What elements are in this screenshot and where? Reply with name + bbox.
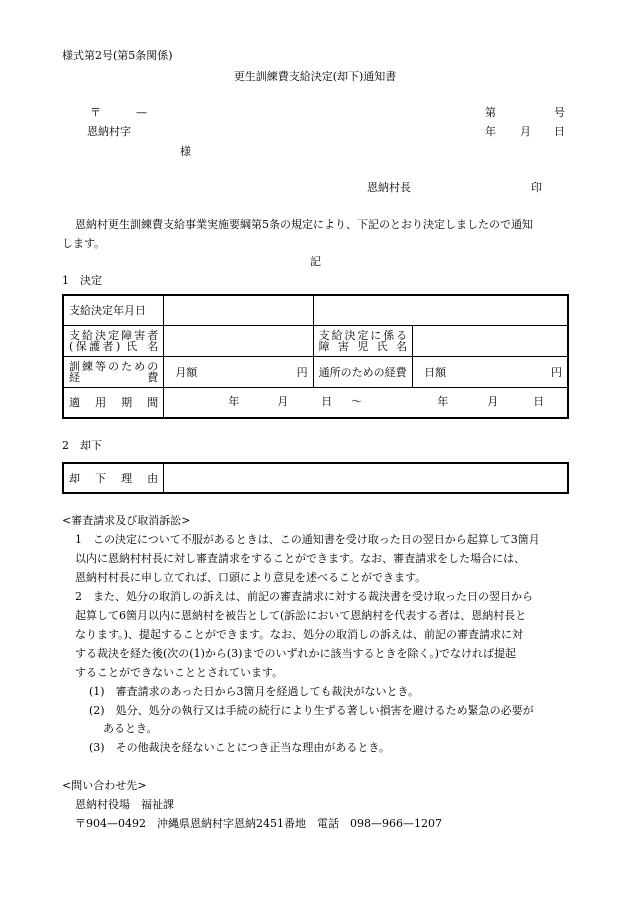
decision-table	[62, 294, 569, 419]
period-end-year: 年	[437, 395, 449, 409]
issuer-seal: 印	[531, 181, 542, 194]
appeal-heading: <審査請求及び取消訴訟>	[62, 514, 191, 527]
training-line1: 訓練等のための	[69, 359, 159, 373]
period-start-month: 月	[277, 395, 289, 409]
contact-address: 〒904—0492 沖縄県恩納村字恩納2451番地 電話 098—966—1207	[75, 817, 442, 830]
decision-date-extra[interactable]	[313, 295, 568, 325]
daily-yen: 円	[551, 365, 562, 379]
period-label: 適用期間	[63, 387, 164, 418]
contact-heading: <問い合わせ先>	[62, 779, 147, 792]
appeal-item-2: (2) 処分、処分の執行又は手続の続行により生ずる著しい損害を避けるため緊急の必要が	[89, 704, 534, 717]
monthly-yen: 円	[296, 365, 308, 379]
monthly-label: 月額	[175, 365, 198, 379]
rejection-reason-label: 却下理由	[63, 463, 164, 493]
period-value[interactable]	[164, 387, 568, 418]
disabled-name-line1: 支給決定障害者	[69, 328, 159, 342]
daily-label: 日額	[424, 365, 447, 379]
form-number: 様式第2号(第5条関係)	[62, 49, 173, 62]
postal-dash: —	[136, 106, 147, 119]
daily-amount-cell[interactable]	[413, 356, 568, 387]
period-start-year: 年	[228, 395, 240, 409]
commute-expense-label: 通所のための経費	[313, 356, 413, 387]
name-row	[63, 325, 568, 356]
expense-row	[63, 356, 568, 387]
appeal-item-3: (3) その他裁決を経ないことにつき正当な理由があるとき。	[89, 741, 390, 754]
rejection-reason-value[interactable]	[164, 463, 568, 493]
date-month: 月	[520, 125, 531, 138]
body-line-2: します。	[62, 237, 106, 250]
body-line-1: 恩納村更生訓練費支給事業実施要綱第5条の規定により、下記のとおり決定しましたので通知	[75, 218, 533, 231]
training-line2-a: 経	[69, 370, 80, 384]
child-name-label	[313, 325, 413, 356]
decision-date-row	[63, 295, 568, 325]
decision-date-label: 支給決定年月日	[63, 295, 164, 325]
training-expense-label	[63, 356, 164, 387]
decision-heading: 1 決定	[62, 274, 102, 287]
period-wave: 〜	[351, 395, 363, 409]
period-row	[63, 387, 568, 418]
appeal-p2-line3: なります。)、提起することができます。なお、処分の取消しの訴えは、前記の審査請求に対	[75, 628, 524, 641]
recipient-village: 恩納村字	[87, 125, 131, 138]
postal-mark: 〒	[90, 106, 101, 119]
training-line2-b: 費	[147, 370, 159, 384]
appeal-p1-line1: 1 この決定について不服があるときは、この通知書を受け取った日の翌日から起算して3箇月	[75, 533, 540, 546]
child-name-value[interactable]	[413, 325, 568, 356]
disabled-name-value[interactable]	[164, 325, 313, 356]
period-end-month: 月	[487, 395, 499, 409]
appeal-p2-line5: することができないこととされています。	[75, 666, 284, 679]
appeal-item-2-cont: あるとき。	[103, 722, 158, 735]
guardian-label: (保護者)	[69, 339, 121, 353]
rejection-heading: 2 却下	[62, 439, 102, 452]
rejection-table	[62, 462, 569, 494]
child-name-line2: 障害児氏名	[318, 339, 408, 353]
rejection-row	[63, 463, 568, 493]
appeal-item-1: (1) 審査請求のあった日から3箇月を経過しても裁決がないとき。	[89, 685, 420, 698]
appeal-p2-line1: 2 また、処分の取消しの訴えは、前記の審査請求に対する裁決書を受け取った日の翌日から	[75, 590, 533, 603]
appeal-p1-line3: 恩納村村長に申し立てれば、口頭により意見を述べることができます。	[75, 571, 427, 584]
child-name-line1: 支給決定に係る	[318, 328, 408, 342]
period-end-day: 日	[533, 395, 545, 409]
issuer-name: 恩納村長	[367, 181, 411, 194]
period-start-day: 日	[321, 395, 333, 409]
monthly-amount-cell[interactable]	[164, 356, 313, 387]
date-day: 日	[554, 125, 565, 138]
doc-number-dai: 第	[485, 106, 496, 119]
contact-office: 恩納村役場 福祉課	[75, 798, 174, 811]
doc-number-go: 号	[554, 106, 565, 119]
appeal-p2-line2: 起算して6箇月以内に恩納村を被告として(訴訟において恩納村を代表する者は、恩納村長と	[75, 609, 527, 622]
document-title: 更生訓練費支給決定(却下)通知書	[233, 70, 397, 83]
appeal-p2-line4: する裁決を経た後(次の(1)から(3)までのいずれかに該当するときを除く。)でなければ提起	[75, 647, 517, 660]
date-year: 年	[485, 125, 496, 138]
ki-mark: 記	[310, 255, 321, 268]
disabled-name-label	[63, 325, 164, 356]
decision-date-value[interactable]	[164, 295, 313, 325]
appeal-p1-line2: 以内に恩納村村長に対し審査請求をすることができます。なお、審査請求をした場合には、	[75, 552, 526, 565]
recipient-sama: 様	[180, 145, 191, 158]
name-suffix: 氏名	[126, 339, 159, 353]
